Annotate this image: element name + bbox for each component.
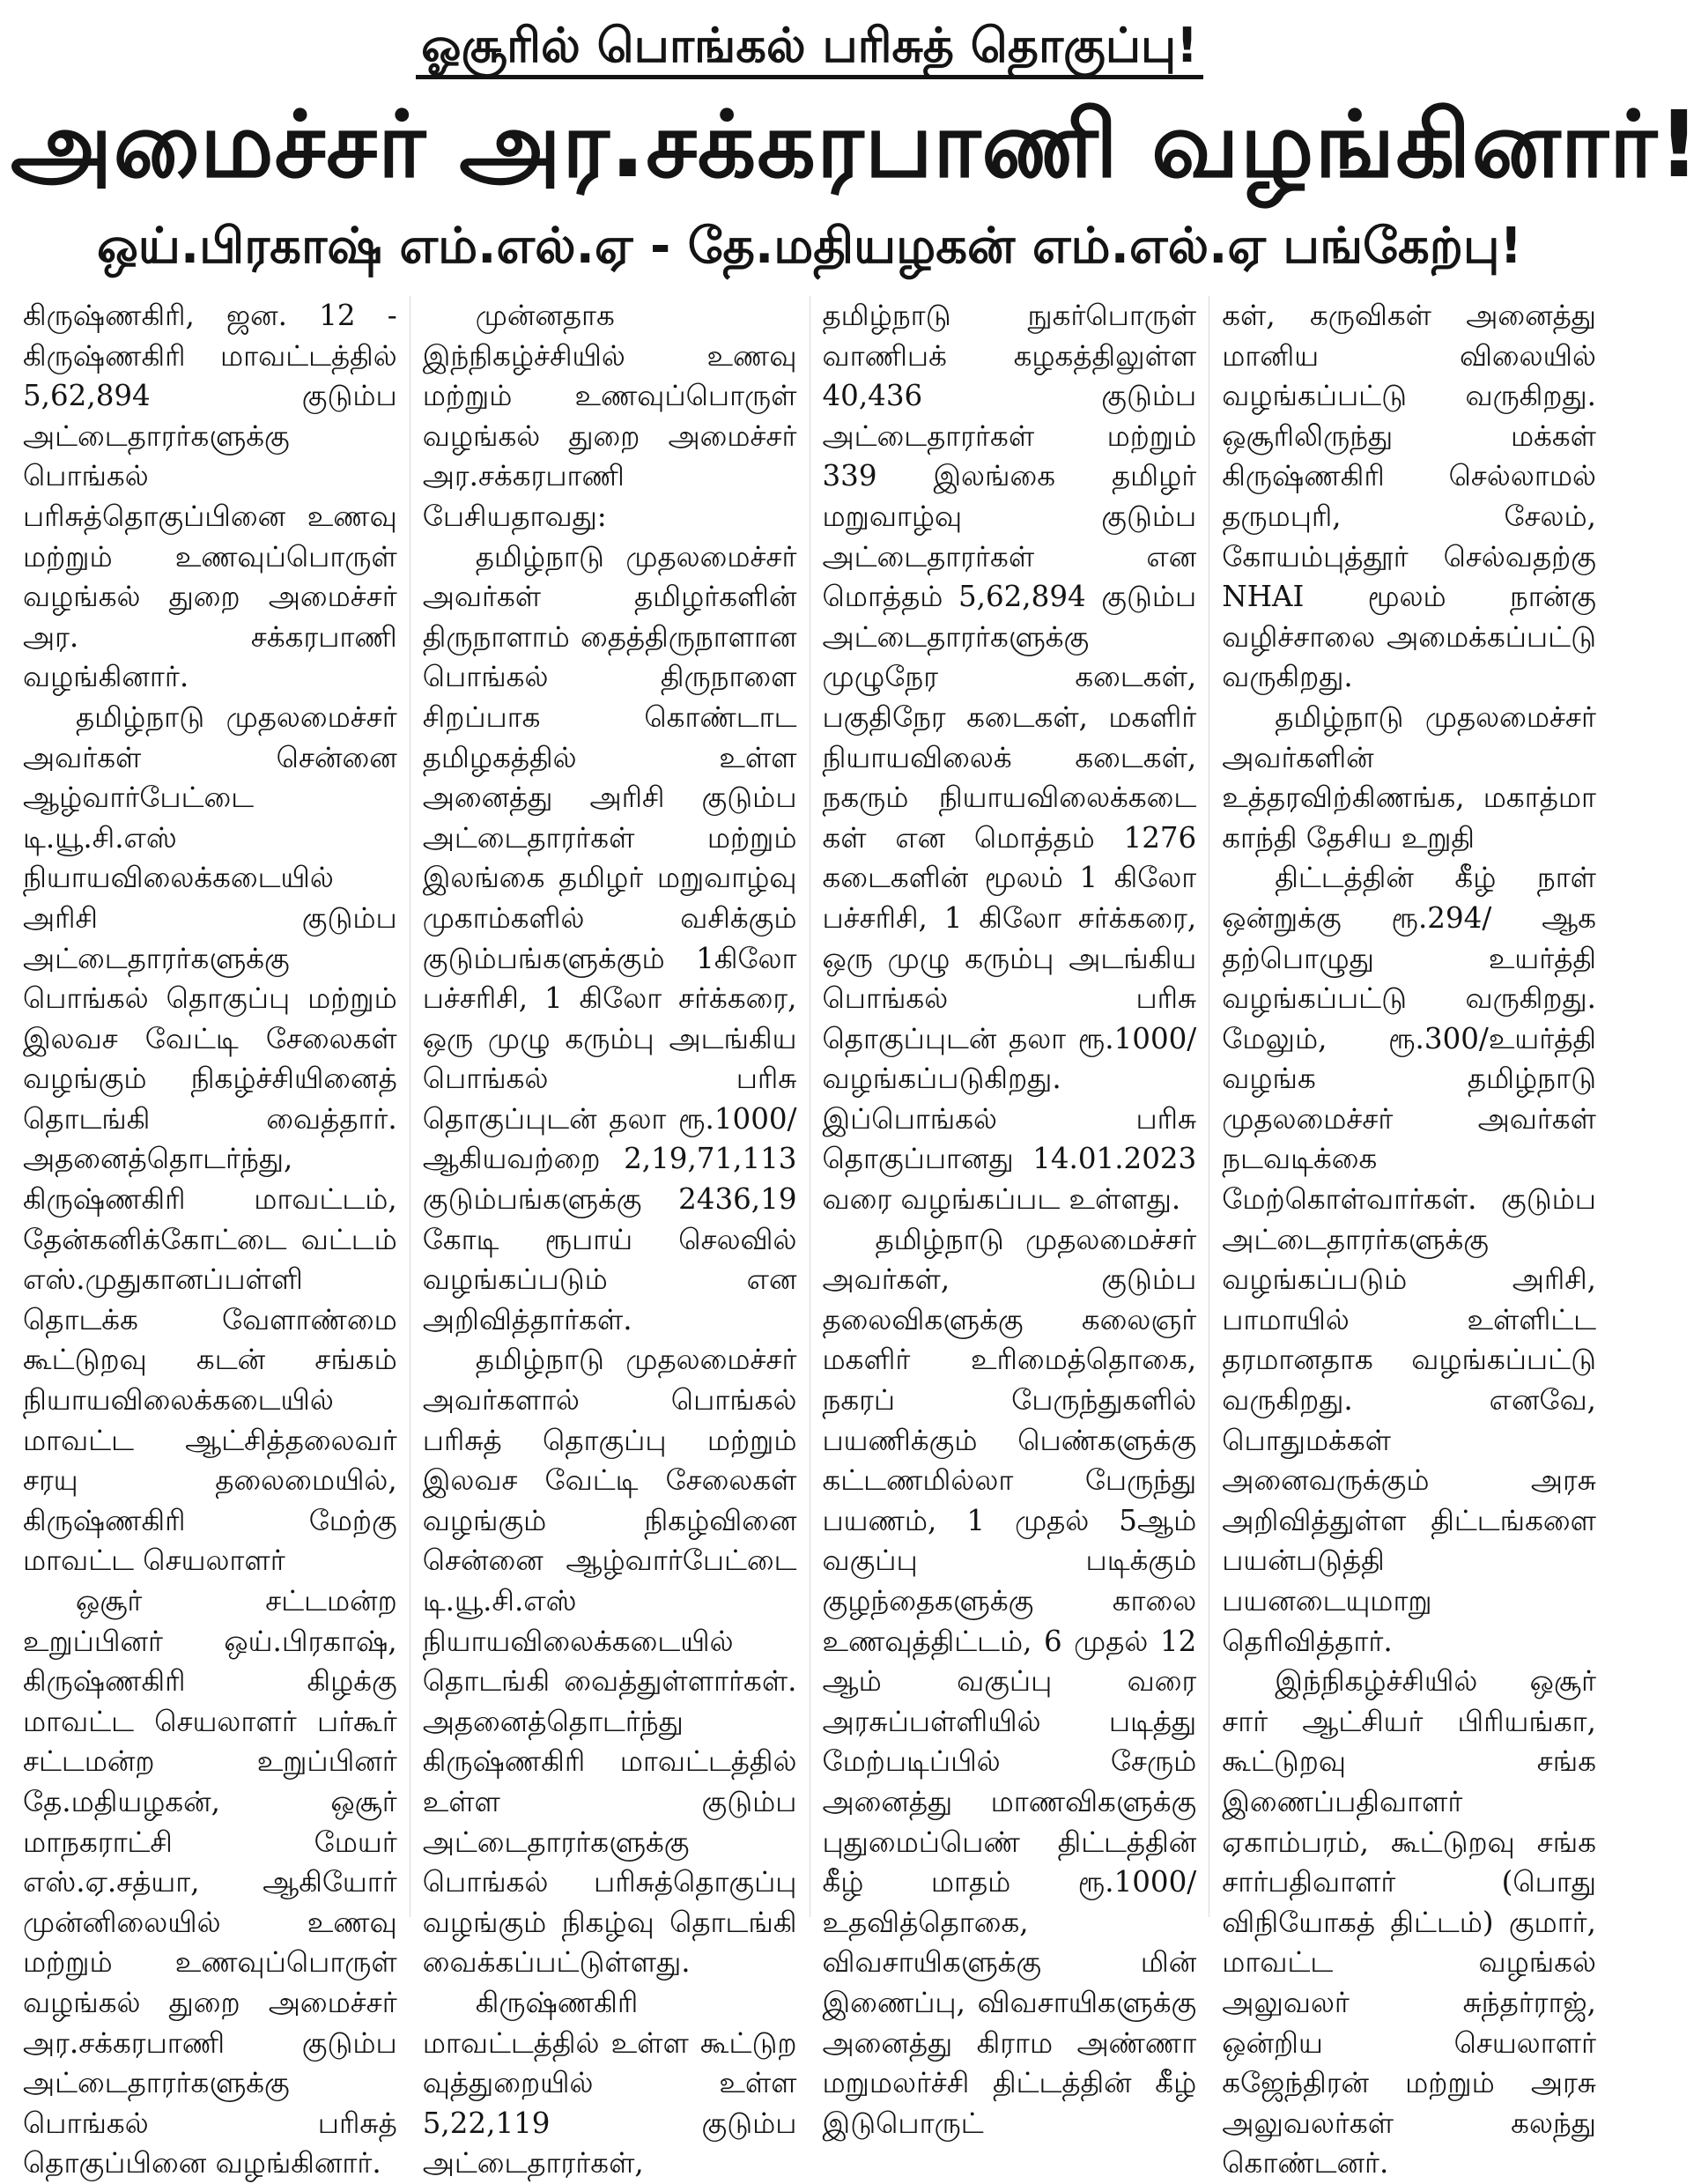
- kicker-heading: [11, 11, 1609, 81]
- paragraph: தமிழ்நாடு முதலமைச்சர் அவர்கள், குடும்ப தலைவிகளுக்கு கலைஞர் மகளிர் உரிமைத்தொகை, நகரப் பேருந்துகளில் பயணிக்கும் பெண்களுக்கு கட்டணமில்லா பேருந்து பயணம், 1 முதல் 5ஆம் வகுப்பு படிக்கும் குழந்தைகளுக்கு காலை உணவுத்திட்டம், 6 முதல் 12 ஆம் வகுப்பு வரை அரசுப்பள்ளியில் படித்து மேற்படிப்பில் சேரும் அனைத்து மாணவிகளுக்கு புதுமைப்பெண் திட்டத்தின் கீழ் மாதம் ரூ.1000/ உதவித்தொகை, விவசாயிகளுக்கு மின் இணைப்பு, விவசாயிகளுக்கு அனைத்து கிராம அண்ணா மறுமலர்ச்சி திட்டத்தின் கீழ் இடுபொருட்: [822, 1222, 1197, 2140]
- paragraph: இந்நிகழ்ச்சியில் ஒசூர் சார் ஆட்சியர் பிரியங்கா, கூட்டுறவு சங்க இணைப்பதிவாளர் ஏகாம்பரம், கூட்டுறவு சங்க சார்பதிவாளர் (பொது விநியோகத் திட்டம்) குமார், மாவட்ட வழங்கல் அலுவலர் சுந்தர்ராஜ், ஒன்றிய செயலாளர் கஜேந்திரன் மற்றும் அரசு அலுவலர்கள் கலந்து கொண்டனர்.: [1222, 1664, 1596, 2180]
- column-1: [11, 296, 410, 2180]
- headline: அமைச்சர் அர.சக்கரபாணி வழங்கினார்!: [11, 91, 1701, 198]
- paragraph: தமிழ்நாடு முதலமைச்சர் அவர்களால் பொங்கல் பரிசுத் தொகுப்பு மற்றும் இலவச வேட்டி சேலைகள் வழங்கும் நிகழ்வினை சென்னை ஆழ்வார்பேட்டை டி.யூ.சி.எஸ் நியாயவிலைக்கடையில் தொடங்கி வைத்துள்ளார்கள். அதனைத்தொடர்ந்து கிருஷ்ணகிரி மாவட்டத்தில் உள்ள குடும்ப அட்டைதாரர்களுக்கு பொங்கல் பரிசுத்தொகுப்பு வழங்கும் நிகழ்வு தொடங்கி வைக்கப்பட்டுள்ளது.: [422, 1343, 797, 1980]
- column-2: [410, 296, 810, 2180]
- paragraph: ஒசூர் சட்டமன்ற உறுப்பினர் ஒய்.பிரகாஷ், கிருஷ்ணகிரி கிழக்கு மாவட்ட செயலாளர் பர்கூர் சட்டமன்ற உறுப்பினர் தே.மதியழகன், ஒசூர் மாநகராட்சி மேயர் எஸ்.ஏ.சத்யா, ஆகியோர் முன்னிலையில் உணவு மற்றும் உணவுப்பொருள் வழங்கல் துறை அமைச்சர் அர.சக்கரபாணி குடும்ப அட்டைதாரர்களுக்கு பொங்கல் பரிசுத் தொகுப்பினை வழங்கினார்.: [23, 1584, 397, 2180]
- paragraph: தமிழ்நாடு முதலமைச்சர் அவர்கள் சென்னை ஆழ்வார்பேட்டை டி.யூ.சி.எஸ் நியாயவிலைக்கடையில் அரிசி குடும்ப அட்டைதாரர்களுக்கு பொங்கல் தொகுப்பு மற்றும் இலவச வேட்டி சேலைகள் வழங்கும் நிகழ்ச்சியினைத் தொடங்கி வைத்தார். அதனைத்தொடர்ந்து, கிருஷ்ணகிரி மாவட்டம், தேன்கனிக்கோட்டை வட்டம் எஸ்.முதுகானப்பள்ளி தொடக்க வேளாண்மை கூட்டுறவு கடன் சங்கம் நியாயவிலைக்கடையில் மாவட்ட ஆட்சித்தலைவர் சரயு தலைமையில், கிருஷ்ணகிரி மேற்கு மாவட்ட செயலாளர்: [23, 700, 397, 1578]
- paragraph: கிருஷ்ணகிரி, ஜன. 12 - கிருஷ்ணகிரி மாவட்டத்தில் 5,62,894 குடும்ப அட்டைதாரர்களுக்கு பொங்கல் பரிசுத்தொகுப்பினை உணவு மற்றும் உணவுப்பொருள் வழங்கல் துறை அமைச்சர் அர. சக்கரபாணி வழங்கினார்.: [23, 299, 397, 694]
- paragraph: கள், கருவிகள் அனைத்து மானிய விலையில் வழங்கப்பட்டு வருகிறது. ஒசூரிலிருந்து மக்கள் கிருஷ்ணகிரி செல்லாமல் தருமபுரி, சேலம், கோயம்புத்தூர் செல்வதற்கு NHAI மூலம் நான்கு வழிச்சாலை அமைக்கப்பட்டு வருகிறது.: [1222, 299, 1596, 694]
- column-4: [1209, 296, 1609, 2180]
- kicker-text: ஓசூரில் பொங்கல் பரிசுத் தொகுப்பு!: [416, 18, 1203, 79]
- column-3: [810, 296, 1209, 2140]
- paragraph: தமிழ்நாடு முதலமைச்சர் அவர்கள் தமிழர்களின் திருநாளாம் தைத்திருநாளான பொங்கல் திருநாளை சிறப்பாக கொண்டாட தமிழகத்தில் உள்ள அனைத்து அரிசி குடும்ப அட்டைதாரர்கள் மற்றும் இலங்கை தமிழர் மறுவாழ்வு முகாம்களில் வசிக்கும் குடும்பங்களுக்கும் 1கிலோ பச்சரிசி, 1 கிலோ சர்க்கரை, ஒரு முழு கரும்பு அடங்கிய பொங்கல் பரிசு தொகுப்புடன் தலா ரூ.1000/ ஆகியவற்றை 2,19,71,113 குடும்பங்களுக்கு 2436,19 கோடி ரூபாய் செலவில் வழங்கப்படும் என அறிவித்தார்கள்.: [422, 539, 797, 1336]
- paragraph: கிருஷ்ணகிரி மாவட்டத்தில் உள்ள கூட்டுற வுத்துறையில் உள்ள 5,22,119 குடும்ப அட்டைதாரர்கள்,: [422, 1985, 797, 2180]
- article-body: [11, 296, 1609, 2180]
- paragraph: தமிழ்நாடு நுகர்பொருள் வாணிபக் கழகத்திலுள்ள 40,436 குடும்ப அட்டைதாரர்கள் மற்றும் 339 இலங்கை தமிழர் மறுவாழ்வு குடும்ப அட்டைதாரர்கள் என மொத்தம் 5,62,894 குடும்ப அட்டைதாரர்களுக்கு முழுநேர கடைகள், பகுதிநேர கடைகள், மகளிர் நியாயவிலைக் கடைகள், நகரும் நியாயவிலைக்கடை கள் என மொத்தம் 1276 கடைகளின் மூலம் 1 கிலோ பச்சரிசி, 1 கிலோ சர்க்கரை, ஒரு முழு கரும்பு அடங்கிய பொங்கல் பரிசு தொகுப்புடன் தலா ரூ.1000/ வழங்கப்படுகிறது. இப்பொங்கல் பரிசு தொகுப்பானது 14.01.2023 வரை வழங்கப்பட உள்ளது.: [822, 299, 1197, 1217]
- paragraph: தமிழ்நாடு முதலமைச்சர் அவர்களின் உத்தரவிற்கிணங்க, மகாத்மா காந்தி தேசிய உறுதி: [1222, 700, 1596, 855]
- newspaper-clipping: [0, 11, 1701, 2180]
- paragraph: திட்டத்தின் கீழ் நாள் ஒன்றுக்கு ரூ.294/ ஆக தற்பொழுது உயர்த்தி வழங்கப்பட்டு வருகிறது. மேலும், ரூ.300/உயர்த்தி வழங்க தமிழ்நாடு முதலமைச்சர் அவர்கள் நடவடிக்கை மேற்கொள்வார்கள். குடும்ப அட்டைதாரர்களுக்கு வழங்கப்படும் அரிசி, பாமாயில் உள்ளிட்ட தரமானதாக வழங்கப்பட்டு வருகிறது. எனவே, பொதுமக்கள் அனைவருக்கும் அரசு அறிவித்துள்ள திட்டங்களை பயன்படுத்தி பயனடையுமாறு தெரிவித்தார்.: [1222, 861, 1596, 1658]
- subheadline: ஒய்.பிரகாஷ் எம்.எல்.ஏ - தே.மதியழகன் எம்.எல்.ஏ பங்கேற்பு!: [96, 218, 1523, 275]
- paragraph: முன்னதாக இந்நிகழ்ச்சியில் உணவு மற்றும் உணவுப்பொருள் வழங்கல் துறை அமைச்சர் அர.சக்கரபாணி பேசியதாவது:: [422, 299, 797, 533]
